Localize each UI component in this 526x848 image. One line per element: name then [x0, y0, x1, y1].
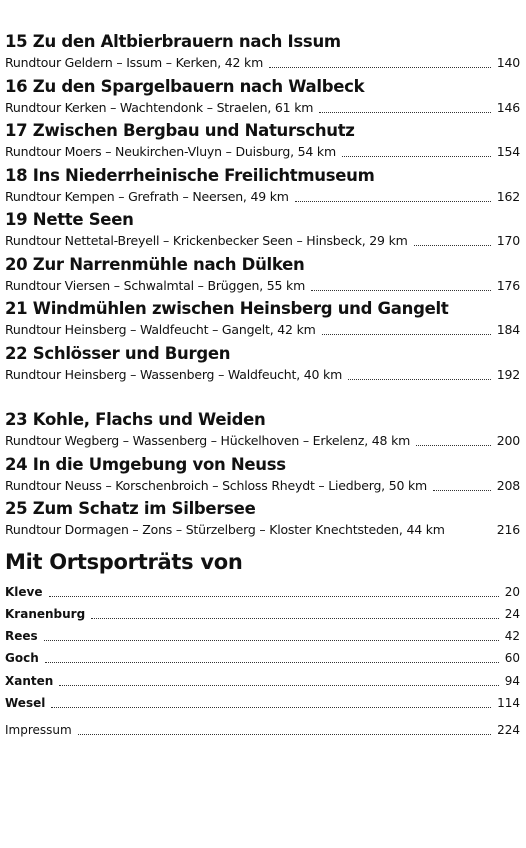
- dot-leader: [416, 445, 491, 446]
- portraits-heading: Mit Ortsporträts von: [5, 550, 243, 574]
- town-name: Wesel: [5, 696, 46, 710]
- tour-route: Rundtour Heinsberg – Waldfeucht – Gangelt, 42 km: [5, 322, 316, 337]
- tour-route: Rundtour Dormagen – Zons – Stürzelberg – Kloster Knechtsteden, 44 km: [5, 522, 445, 537]
- portrait-entry-wesel: [5, 695, 520, 711]
- tour-route: Rundtour Nettetal-Breyell – Krickenbecker Seen – Hinsbeck, 29 km: [5, 233, 408, 248]
- toc-entry-24: [5, 455, 520, 494]
- page-number: 184: [496, 322, 520, 337]
- dot-leader: [451, 534, 491, 535]
- page-number: 208: [496, 478, 520, 493]
- portrait-entry-xanten: [5, 673, 520, 689]
- dot-leader: [319, 112, 491, 113]
- tour-title: 16 Zu den Spargelbauern nach Walbeck: [5, 77, 365, 96]
- tour-title: 25 Zum Schatz im Silbersee: [5, 499, 256, 518]
- page-number: 192: [496, 367, 520, 382]
- page-number: 216: [496, 522, 520, 537]
- toc-entry-19: [5, 210, 520, 249]
- dot-leader: [295, 201, 491, 202]
- town-name: Kranenburg: [5, 607, 86, 621]
- imprint-label: Impressum: [5, 723, 72, 737]
- town-name: Kleve: [5, 585, 43, 599]
- tour-title: 19 Nette Seen: [5, 210, 134, 229]
- dot-leader: [311, 290, 491, 291]
- toc-entry-22: [5, 344, 520, 383]
- toc-entry-15: [5, 32, 520, 71]
- page-number: 224: [497, 723, 520, 737]
- page-number: 20: [504, 585, 520, 599]
- portrait-entry-kleve: [5, 584, 520, 600]
- imprint-entry: [5, 722, 520, 738]
- dot-leader: [91, 618, 499, 619]
- dot-leader: [44, 640, 499, 641]
- page-number: 154: [496, 144, 520, 159]
- dot-leader: [45, 662, 499, 663]
- tour-route: Rundtour Kempen – Grefrath – Neersen, 49 km: [5, 189, 289, 204]
- dot-leader: [342, 156, 491, 157]
- tour-title: 20 Zur Narrenmühle nach Dülken: [5, 255, 305, 274]
- dot-leader: [322, 334, 491, 335]
- page-number: 176: [496, 278, 520, 293]
- page-number: 42: [504, 629, 520, 643]
- toc-entry-17: [5, 121, 520, 160]
- toc-entry-18: [5, 166, 520, 205]
- tour-title: 24 In die Umgebung von Neuss: [5, 455, 286, 474]
- dot-leader: [269, 67, 491, 68]
- page-number: 170: [496, 233, 520, 248]
- tour-route: Rundtour Neuss – Korschenbroich – Schloss Rheydt – Liedberg, 50 km: [5, 478, 428, 493]
- dot-leader: [414, 245, 491, 246]
- page-number: 140: [496, 55, 520, 70]
- toc-entry-16: [5, 77, 520, 116]
- dot-leader: [78, 734, 491, 735]
- tour-title: 22 Schlösser und Burgen: [5, 344, 231, 363]
- page-number: 114: [497, 696, 520, 710]
- tour-title: 17 Zwischen Bergbau und Naturschutz: [5, 121, 355, 140]
- tour-title: 23 Kohle, Flachs und Weiden: [5, 410, 266, 429]
- tour-route: Rundtour Geldern – Issum – Kerken, 42 km: [5, 55, 264, 70]
- portrait-entry-kranenburg: [5, 606, 520, 622]
- dot-leader: [348, 379, 491, 380]
- tour-route: Rundtour Heinsberg – Wassenberg – Waldfeucht, 40 km: [5, 367, 343, 382]
- town-name: Goch: [5, 651, 39, 665]
- toc-entry-20: [5, 255, 520, 294]
- page-number: 146: [496, 100, 520, 115]
- portrait-entry-goch: [5, 650, 520, 666]
- town-name: Xanten: [5, 674, 54, 688]
- tour-title: 21 Windmühlen zwischen Heinsberg und Gangelt: [5, 299, 449, 318]
- page-number: 200: [496, 433, 520, 448]
- toc-entry-21: [5, 299, 520, 338]
- tour-route: Rundtour Kerken – Wachtendonk – Straelen, 61 km: [5, 100, 314, 115]
- tour-title: 18 Ins Niederrheinische Freilichtmuseum: [5, 166, 375, 185]
- dot-leader: [51, 707, 491, 708]
- tour-route: Rundtour Viersen – Schwalmtal – Brüggen, 55 km: [5, 278, 306, 293]
- town-name: Rees: [5, 629, 38, 643]
- tour-route: Rundtour Moers – Neukirchen-Vluyn – Duisburg, 54 km: [5, 144, 336, 159]
- dot-leader: [59, 685, 498, 686]
- page-number: 24: [504, 607, 520, 621]
- page-number: 162: [496, 189, 520, 204]
- portrait-entry-rees: [5, 628, 520, 644]
- page-number: 60: [504, 651, 520, 665]
- toc-entry-23: [5, 410, 520, 449]
- dot-leader: [433, 490, 491, 491]
- tour-title: 15 Zu den Altbierbrauern nach Issum: [5, 32, 341, 51]
- toc-entry-25: [5, 499, 520, 538]
- tour-route: Rundtour Wegberg – Wassenberg – Hückelhoven – Erkelenz, 48 km: [5, 433, 411, 448]
- dot-leader: [49, 596, 499, 597]
- page-number: 94: [504, 674, 520, 688]
